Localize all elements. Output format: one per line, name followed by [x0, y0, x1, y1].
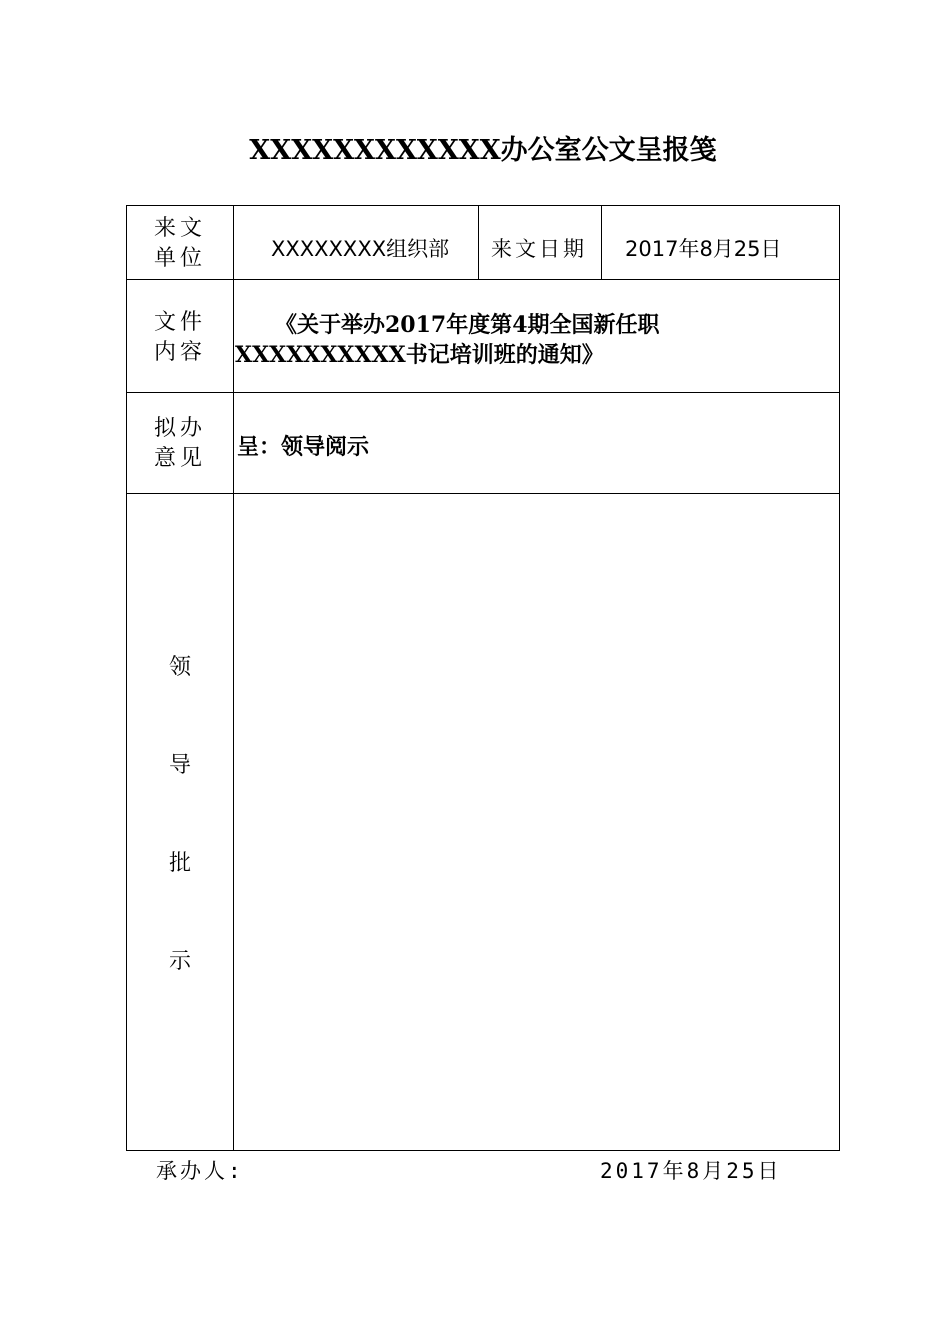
document-title: XXXXXXXXXXXX办公室公文呈报笺 — [249, 135, 717, 166]
file-content-label: 文件 内容 — [153, 310, 206, 365]
opinion-value: 呈：领导阅示 — [237, 435, 370, 460]
date-label-value-divider — [601, 206, 602, 279]
approval-label-char-3: 批 — [168, 851, 191, 876]
row-divider-1 — [127, 279, 839, 280]
approval-label-char-1: 领 — [168, 655, 191, 680]
row-divider-2 — [127, 392, 839, 393]
label-column-divider — [233, 206, 234, 1150]
file-content-value: 《关于举办2017年度第4期全国新任职 XXXXXXXXXX书记培训班的通知》 — [235, 312, 660, 368]
approval-label-char-4: 示 — [168, 949, 191, 974]
unit-date-divider — [478, 206, 479, 279]
handler-label: 承办人: — [156, 1159, 244, 1183]
row-divider-3 — [127, 493, 839, 494]
source-unit-label: 来文 单位 — [153, 216, 206, 271]
opinion-label: 拟办 意见 — [153, 416, 206, 471]
source-date-value: 2017年8月25日 — [625, 237, 782, 261]
source-unit-value: XXXXXXXX组织部 — [271, 237, 450, 261]
submission-form-table — [126, 205, 840, 1151]
footer-date: 2017年8月25日 — [600, 1159, 782, 1183]
approval-label-char-2: 导 — [168, 753, 191, 778]
source-date-label: 来文日期 — [491, 237, 587, 261]
